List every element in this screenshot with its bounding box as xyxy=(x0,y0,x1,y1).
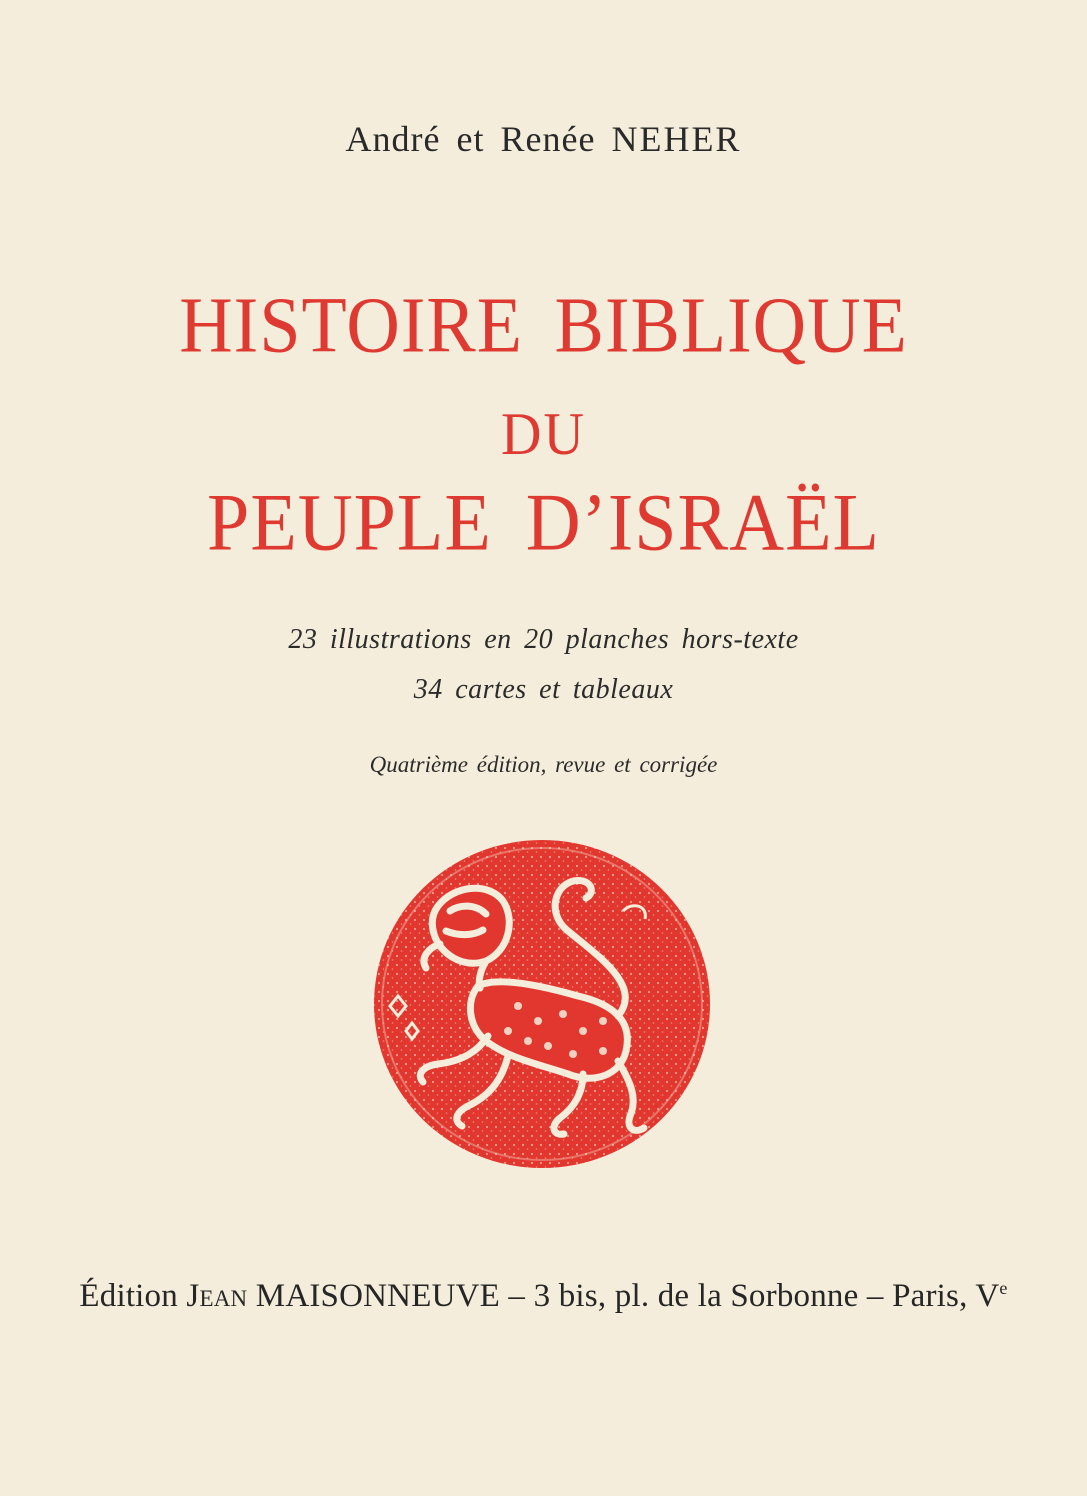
book-title-line-3: PEUPLE D’ISRAËL xyxy=(207,477,880,568)
publisher-address: MAISONNEUVE – 3 bis, pl. de la Sorbonne – Paris, V xyxy=(255,1278,1000,1314)
authors-given-names: André et Renée xyxy=(345,119,596,159)
lion-seal-icon xyxy=(368,836,718,1172)
publisher-first-name: Jean xyxy=(186,1278,248,1314)
edition-note: Quatrième édition, revue et corrigée xyxy=(369,752,718,777)
authors xyxy=(0,118,1087,160)
book-title-line-2: DU xyxy=(501,401,586,469)
illustrations-note: 23 illustrations en 20 planches hors-texte xyxy=(288,624,799,655)
authors-surname: NEHER xyxy=(611,119,742,159)
book-title-line-1: HISTOIRE BIBLIQUE xyxy=(179,281,908,370)
publisher-prefix: Édition xyxy=(79,1278,178,1314)
maps-note: 34 cartes et tableaux xyxy=(413,674,674,705)
publisher-line xyxy=(0,1278,1087,1315)
arrondissement-superscript: e xyxy=(999,1278,1008,1298)
